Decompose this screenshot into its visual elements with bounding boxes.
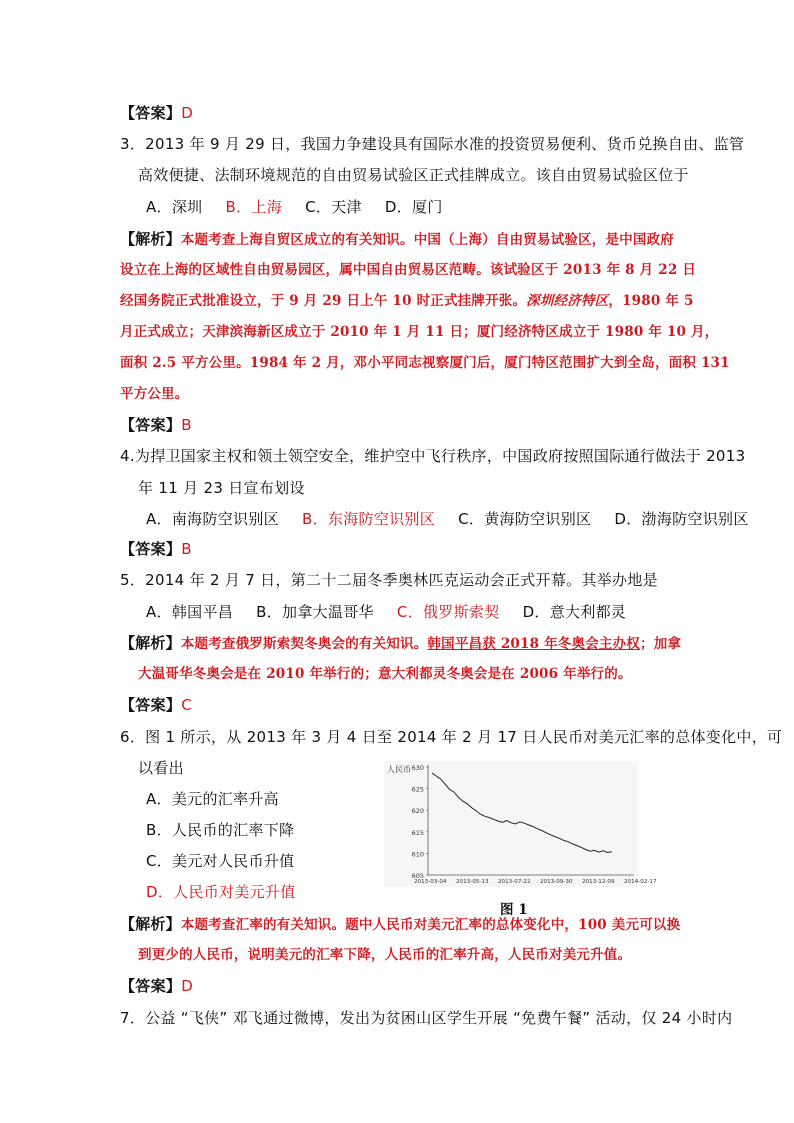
answer-label: 【答案】 xyxy=(120,416,182,434)
explain-italic: 深圳经济特区 xyxy=(526,293,609,309)
explain-text: 本题考查上海自贸区成立的有关知识。中国（上海）自由贸易试验区，是中国政府 xyxy=(180,232,675,248)
x-tick-label: 2013-12-09 xyxy=(582,879,615,885)
option-c[interactable]: C．美元对人民币升值 xyxy=(146,852,295,870)
option-a[interactable]: A．韩国平昌 xyxy=(146,603,234,621)
option-d[interactable]: D．厦门 xyxy=(384,198,443,216)
question-7-line1: 7．公益 “飞侠” 邓飞通过微博，发出为贫困山区学生开展 “免费午餐” 活动，仅 24 小时内 xyxy=(120,1009,733,1027)
answer-value: B xyxy=(181,416,192,434)
x-tick-label: 2013-07-22 xyxy=(498,879,531,885)
answer-value: D xyxy=(181,104,194,122)
explain-text: ，1980 年 5 xyxy=(608,293,694,309)
x-tick-label: 2013-09-30 xyxy=(540,879,573,885)
exchange-rate-chart xyxy=(384,761,657,887)
question-4-line2: 年 11 月 23 日宣布划设 xyxy=(138,479,305,497)
question-4-line1: 4.为捍卫国家主权和领土领空安全，维护空中飞行秩序，中国政府按照国际通行做法于 2013 xyxy=(120,447,746,465)
x-tick-label: 2013-03-04 xyxy=(414,879,447,885)
option-d[interactable]: D．渤海防空识别区 xyxy=(614,510,749,528)
y-tick-label: 605 xyxy=(411,872,424,880)
explain-line: 到更少的人民币，说明美元的汇率下降，人民币的汇率升高，人民币对美元升值。 xyxy=(138,947,632,963)
option-a[interactable]: A．深圳 xyxy=(146,198,203,216)
figure-caption: 图 1 xyxy=(500,902,528,918)
question-5-line1: 5．2014 年 2 月 7 日，第二十二届冬季奥林匹克运动会正式开幕。其举办地是 xyxy=(120,571,658,589)
question-6-line1: 6．图 1 所示，从 2013 年 3 月 4 日至 2014 年 2 月 17 日人民币对美元汇率的总体变化中，可 xyxy=(120,728,783,746)
explain-line: 大温哥华冬奥会是在 2010 年举行的；意大利都灵冬奥会是在 2006 年举行的。 xyxy=(138,666,632,682)
y-tick-label: 610 xyxy=(411,850,424,859)
answer-line-q5 xyxy=(120,695,192,715)
answer-label: 【答案】 xyxy=(120,977,182,995)
y-tick-label: 615 xyxy=(411,828,424,837)
answer-line-q3 xyxy=(120,415,192,435)
answer-value: B xyxy=(181,540,192,558)
question-4-options xyxy=(146,509,749,529)
explain-label: 【解析】 xyxy=(120,230,181,248)
explain-line xyxy=(120,229,674,250)
explain-line: 月正式成立；天津滨海新区成立于 2010 年 1 月 11 日；厦门经济特区成立于 1980 年 10 月， xyxy=(120,324,719,340)
explain-line: 面积 2.5 平方公里。1984 年 2 月，邓小平同志视察厦门后，厦门特区范围扩大到全岛，面积 131 xyxy=(120,355,730,371)
explain-label: 【解析】 xyxy=(120,915,181,933)
answer-value: C xyxy=(181,696,192,714)
question-6-line2: 以看出 xyxy=(138,759,184,777)
explain-line: 设立在上海的区域性自由贸易园区，属中国自由贸易区范畴。该试验区于 2013 年 8 月 22 日 xyxy=(120,262,697,278)
question-5-options xyxy=(146,602,644,622)
option-a[interactable]: A．南海防空识别区 xyxy=(146,510,279,528)
answer-value: D xyxy=(181,977,194,995)
y-tick-label: 620 xyxy=(411,807,424,816)
explain-line xyxy=(120,633,681,654)
answer-label: 【答案】 xyxy=(120,696,182,714)
option-c[interactable]: C．黄海防空识别区 xyxy=(458,510,592,528)
explain-text: ；加拿 xyxy=(640,636,682,652)
explain-line: 平方公里。 xyxy=(120,386,189,402)
explain-text: 本题考查汇率的有关知识。题中人民币对美元汇率的总体变化中，100 美元可以换 xyxy=(180,917,681,933)
option-c[interactable]: C．俄罗斯索契 xyxy=(396,603,500,621)
option-b[interactable]: B．加拿大温哥华 xyxy=(256,603,374,621)
explain-text: 本题考查俄罗斯索契冬奥会的有关知识。 xyxy=(180,636,428,652)
answer-label: 【答案】 xyxy=(120,540,182,558)
question-3-line1: 3．2013 年 9 月 29 日，我国力争建设具有国际水准的投资贸易便利、货币兑换自由、监管 xyxy=(120,135,745,153)
chart-background xyxy=(384,761,638,887)
x-tick-label: 2013-05-13 xyxy=(456,879,489,885)
answer-label: 【答案】 xyxy=(120,104,182,122)
x-tick-label: 2014-02-17 xyxy=(624,879,657,885)
option-d[interactable]: D．人民币对美元升值 xyxy=(146,883,296,901)
y-tick-label: 625 xyxy=(411,785,424,794)
explain-label: 【解析】 xyxy=(120,634,181,652)
answer-line-q6 xyxy=(120,976,193,996)
y-tick-label: 630 xyxy=(411,764,424,772)
question-3-options xyxy=(146,197,461,217)
option-b[interactable]: B．人民币的汇率下降 xyxy=(146,821,295,839)
explain-underlined: 韩国平昌获 2018 年冬奥会主办权 xyxy=(427,636,640,652)
explain-line xyxy=(120,291,694,311)
option-a[interactable]: A．美元的汇率升高 xyxy=(146,790,279,808)
explain-line xyxy=(120,914,680,935)
question-3-line2: 高效便捷、法制环境规范的自由贸易试验区正式挂牌成立。该自由贸易试验区位于 xyxy=(138,166,689,184)
option-b[interactable]: B．上海 xyxy=(225,198,283,216)
option-d[interactable]: D．意大利都灵 xyxy=(522,603,627,621)
option-b[interactable]: B．东海防空识别区 xyxy=(302,510,436,528)
answer-line-q2 xyxy=(120,103,193,123)
y-axis-label: 人民币 xyxy=(387,765,411,774)
explain-text: 经国务院正式批准设立，于 9 月 29 日上午 10 时正式挂牌开张。 xyxy=(120,293,527,309)
answer-line-q4 xyxy=(120,539,192,559)
option-c[interactable]: C．天津 xyxy=(305,198,362,216)
